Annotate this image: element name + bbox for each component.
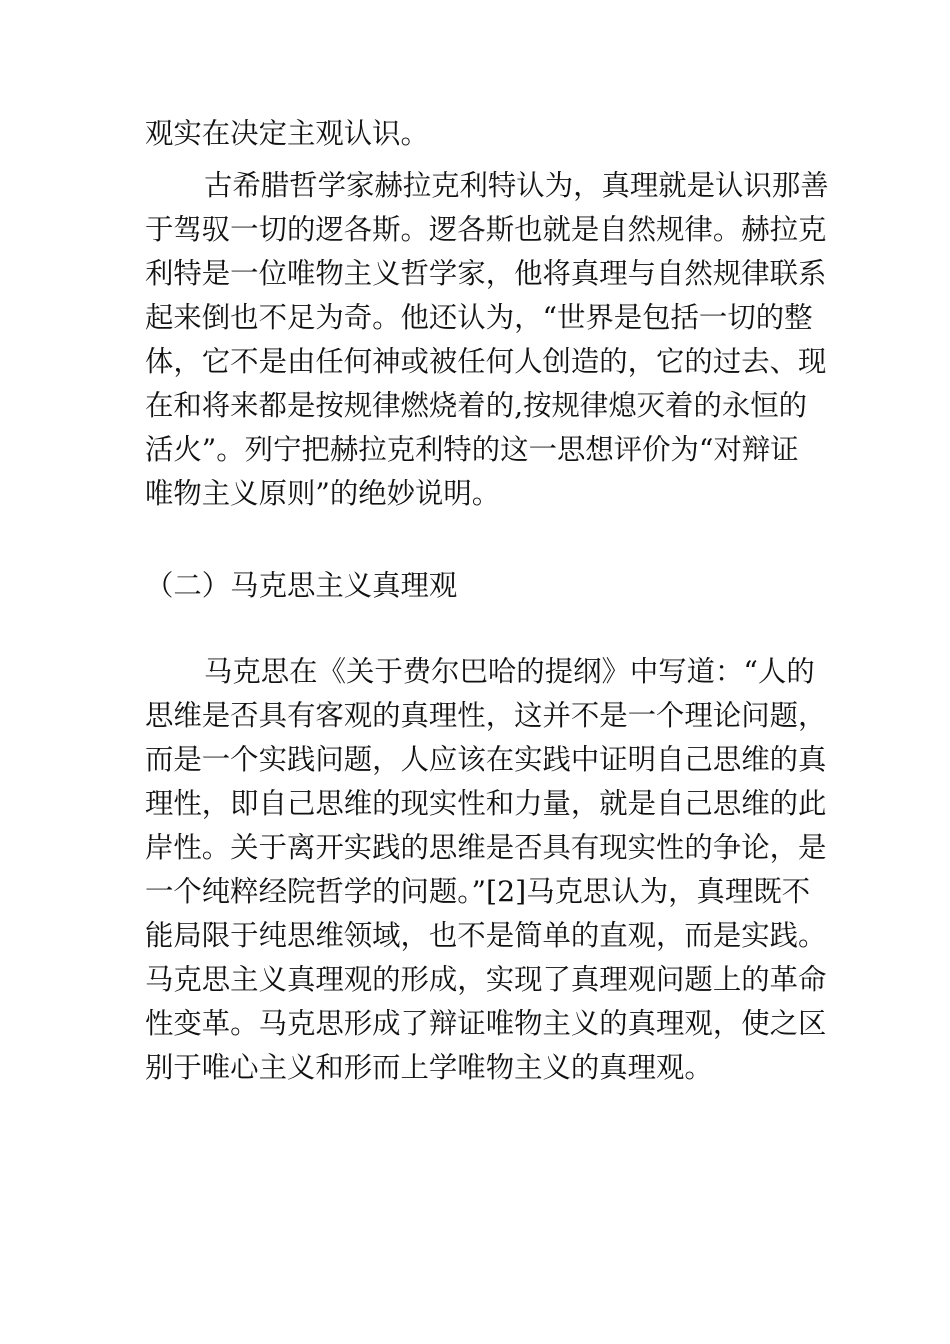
paragraph-line: 在和将来都是按规律燃烧着的,按规律熄灭着的永恒的	[145, 389, 808, 422]
paragraph-line: 利特是一位唯物主义哲学家，他将真理与自然规律联系	[145, 257, 827, 290]
paragraph-line: 岸性。关于离开实践的思维是否具有现实性的争论，是	[145, 831, 827, 864]
paragraph-line: 理性，即自己思维的现实性和力量，就是自己思维的此	[145, 787, 827, 820]
paragraph-line: 马克思在《关于费尔巴哈的提纲》中写道：“人的	[204, 655, 815, 688]
paragraph-line: 一个纯粹经院哲学的问题。”[2]马克思认为，真理既不	[145, 875, 811, 908]
paragraph-line: 体，它不是由任何神或被任何人创造的，它的过去、现	[145, 345, 827, 378]
paragraph-line: 思维是否具有客观的真理性，这并不是一个理论问题，	[145, 699, 827, 732]
paragraph-line: 于驾驭一切的逻各斯。逻各斯也就是自然规律。赫拉克	[145, 213, 827, 246]
paragraph-line: 而是一个实践问题，人应该在实践中证明自己思维的真	[145, 743, 827, 776]
paragraph-line: 唯物主义原则”的绝妙说明。	[145, 477, 501, 510]
paragraph-line: 古希腊哲学家赫拉克利特认为，真理就是认识那善	[204, 169, 829, 202]
paragraph-line: 能局限于纯思维领域，也不是简单的直观，而是实践。	[145, 919, 827, 952]
paragraph-line: 起来倒也不足为奇。他还认为，“世界是包括一切的整	[145, 301, 813, 334]
paragraph-line: 性变革。马克思形成了辩证唯物主义的真理观，使之区	[145, 1007, 827, 1040]
paragraph-line: 活火”。列宁把赫拉克利特的这一思想评价为“对辩证	[145, 433, 799, 466]
paragraph-line: 别于唯心主义和形而上学唯物主义的真理观。	[145, 1051, 713, 1084]
paragraph-line: 马克思主义真理观的形成，实现了真理观问题上的革命	[145, 963, 827, 996]
paragraph-line: 观实在决定主观认识。	[145, 117, 429, 150]
section-heading: （二）马克思主义真理观	[145, 569, 458, 602]
